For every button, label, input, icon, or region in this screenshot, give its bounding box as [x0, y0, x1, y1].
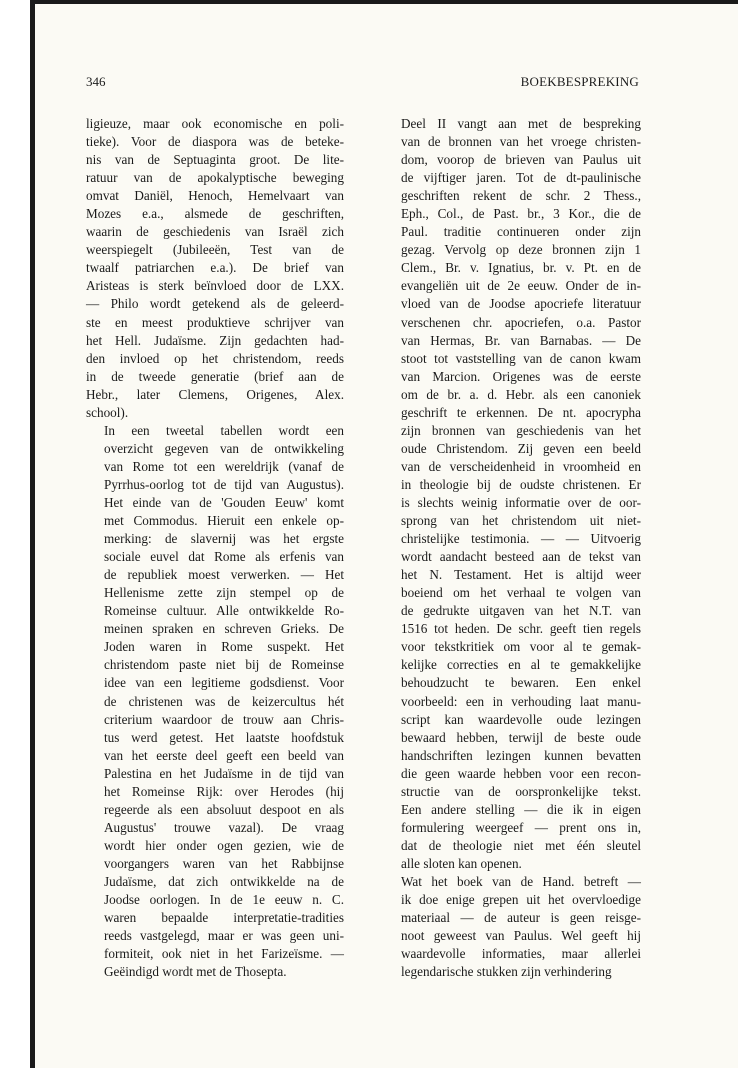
text-line: alle sloten kan openen.: [401, 855, 522, 871]
text-line: Mozes e.a., alsmede de geschriften,: [86, 206, 344, 222]
text-line: zijn bronnen van geschiedenis van het: [401, 422, 641, 438]
text-line: Een andere stelling — die ik in eigen: [401, 801, 641, 817]
text-line: overzicht gegeven van de ontwikkeling: [104, 440, 344, 456]
text-line: ik doe enige grepen uit het overvloedige: [401, 892, 641, 908]
text-line: van Hermas, Br. van Barnabas. — De: [401, 332, 641, 348]
right-paragraph-2: [383, 873, 641, 981]
text-line: Geëindigd wordt met de Thosepta.: [104, 964, 287, 980]
left-paragraph-1: [86, 115, 344, 422]
text-line: criterium waardoor de trouw aan Chris-: [104, 711, 344, 727]
text-line: Eph., Col., de Past. br., 3 Kor., die de: [401, 206, 641, 222]
text-line: wordt aandacht besteed aan de tekst van: [401, 549, 641, 565]
text-line: christendom paste niet bij de Romeinse: [104, 657, 344, 673]
text-line: tus werd getest. Het laatste hoofdstuk: [104, 729, 344, 745]
left-paragraph-2: [86, 422, 344, 981]
running-head: BOEKBESPREKING: [520, 74, 639, 89]
text-line: structie van de oorspronkelijke tekst.: [401, 783, 641, 799]
text-line: reeds vastgelegd, maar er was geen uni-: [104, 928, 344, 944]
text-line: sociale euvel dat Rome als erfenis van: [104, 549, 344, 565]
text-line: idee van een legitieme godsdienst. Voor: [104, 675, 344, 691]
text-line: wordt hier onder ogen gezien, wie de: [104, 837, 344, 853]
text-line: christelijke testimonia. — — Uitvoerig: [401, 531, 641, 547]
text-line: bewaard hebben, terwijl de beste oude: [401, 729, 641, 745]
text-line: script kan waardevolle oude lezingen: [401, 711, 641, 727]
text-line: In een tweetal tabellen wordt een: [104, 422, 344, 438]
text-line: van de bronnen van het vroege christen-: [401, 134, 641, 150]
text-line: behoudzucht te bewaren. Een enkel: [401, 675, 641, 691]
text-line: Deel II vangt aan met de bespreking: [401, 116, 641, 131]
right-paragraph-1: [383, 115, 641, 873]
text-line: van de verscheidenheid in vroomheid en: [401, 458, 641, 474]
text-line: formulering weergeef — prent ons in,: [401, 819, 641, 835]
text-line: Aristeas is sterk beïnvloed door de LXX.: [86, 278, 344, 294]
page-header: [86, 74, 639, 94]
text-line: Wat het boek van de Hand. betreft —: [401, 873, 641, 889]
text-line: Clem., Br. v. Ignatius, br. v. Pt. en de: [401, 260, 641, 276]
text-line: sprong van het christendom uit niet-: [401, 513, 641, 529]
text-line: ste en meest produktieve schrijver van: [86, 314, 344, 330]
text-line: boeiend om het verhaal te volgen van: [401, 585, 641, 601]
text-line: Augustus' trouwe vazal). De vraag: [104, 819, 344, 835]
text-line: formiteit, ook niet in het Farizeïsme. —: [104, 946, 344, 962]
text-line: Hebr., later Clemens, Origenes, Alex.: [86, 386, 344, 402]
text-line: de republiek moest verwerken. — Het: [104, 567, 344, 583]
text-line: Judaïsme, dat zich ontwikkelde na de: [104, 873, 344, 889]
text-line: weerspiegelt (Jubileeën, Test van de: [86, 242, 344, 258]
text-line: meinen spraken en schreven Grieks. De: [104, 621, 344, 637]
text-line: het Romeinse Rijk: over Herodes (hij: [104, 783, 344, 799]
text-line: dat de theologie niet met één sleutel: [401, 837, 641, 853]
right-column: [383, 115, 641, 981]
text-line: die geen waarde hebben voor een recon-: [401, 765, 641, 781]
text-line: de christenen was de keizercultus hét: [104, 693, 344, 709]
text-line: Het einde van de 'Gouden Eeuw' komt: [104, 494, 344, 510]
text-line: het Hell. Judaïsme. Zijn gedachten had-: [86, 332, 344, 348]
text-line: nis van de Septuaginta groot. De lite-: [86, 152, 344, 168]
text-line: waarin de geschiedenis van Israël zich: [86, 224, 344, 240]
text-line: evangeliën uit de 2e eeuw. Onder de in-: [401, 278, 641, 294]
text-line: regeerde als een absoluut despoot en als: [104, 801, 344, 817]
text-line: het N. Testament. Het is altijd weer: [401, 567, 641, 583]
text-line: twaalf patriarchen e.a.). De brief van: [86, 260, 344, 276]
text-line: geschrift te erkennen. De nt. apocrypha: [401, 404, 641, 420]
text-line: ligieuze, maar ook economische en poli-: [86, 116, 344, 131]
text-line: school).: [86, 404, 129, 420]
text-line: van Marcion. Origenes was de eerste: [401, 368, 641, 384]
text-line: om de br. a. d. Hebr. als een canoniek: [401, 386, 641, 402]
text-line: voorbeeld: een in verhouding laat manu-: [401, 693, 641, 709]
text-line: gezag. Vervolg op deze bronnen zijn 1: [401, 242, 641, 258]
text-line: voorgangers waren van het Rabbijnse: [104, 855, 344, 871]
text-line: Paul. traditie continueren onder zijn: [401, 224, 641, 240]
text-line: van het eerste deel geeft een beeld van: [104, 747, 344, 763]
text-line: kelijke correcties en al te gemakkelijke: [401, 657, 641, 673]
text-line: ratuur van de apokalyptische beweging: [86, 170, 344, 186]
text-line: geschriften rekent de schr. 2 Thess.,: [401, 188, 641, 204]
text-line: de gedrukte uitgaven van het N.T. van: [401, 603, 641, 619]
text-line: waardevolle informaties, maar allerlei: [401, 946, 641, 962]
left-column: [86, 115, 344, 981]
text-line: van Rome tot een wereldrijk (vanaf de: [104, 458, 344, 474]
text-line: materiaal — de auteur is geen reisge-: [401, 910, 641, 926]
text-line: stoot tot vaststelling van de canon kwam: [401, 350, 641, 366]
text-line: handschriften lezingen kunnen bevatten: [401, 747, 641, 763]
page-number: 346: [86, 74, 106, 89]
text-line: voor tekstkritiek om voor al te gemak-: [401, 639, 641, 655]
text-line: den invloed op het christendom, reeds: [86, 350, 344, 366]
text-line: Joden waren in Rome suspekt. Het: [104, 639, 344, 655]
text-line: omvat Daniël, Henoch, Hemelvaart van: [86, 188, 344, 204]
text-line: tieke). Voor de diaspora was de beteke-: [86, 134, 344, 150]
text-line: oude Christendom. Zij geven een beeld: [401, 440, 641, 456]
text-line: Pyrrhus-oorlog tot de tijd van Augustus).: [104, 476, 344, 492]
text-line: — Philo wordt getekend als de geleerd-: [86, 296, 344, 312]
text-line: in theologie bij de oudste christenen. Er: [401, 476, 641, 492]
text-line: verschenen chr. apocriefen, o.a. Pastor: [401, 314, 641, 330]
text-line: Hellenisme zette zijn stempel op de: [104, 585, 344, 601]
text-line: legendarische stukken zijn verhindering: [401, 964, 612, 980]
text-line: vloed van de Joodse apocriefe literatuur: [401, 296, 641, 312]
text-line: Palestina en het Judaïsme in de tijd van: [104, 765, 344, 781]
text-line: in de tweede generatie (brief aan de: [86, 368, 344, 384]
text-line: dom, voorop de brieven van Paulus uit: [401, 152, 641, 168]
text-line: waren bepaalde interpretatie-tradities: [104, 910, 344, 926]
text-line: Joodse oorlogen. In de 1e eeuw n. C.: [104, 892, 344, 908]
text-line: is slechts weinig informatie over de oor-: [401, 494, 641, 510]
text-line: de vijftiger jaren. Tot de dt-paulinische: [401, 170, 641, 186]
text-line: noot geweest van Paulus. Wel geeft hij: [401, 928, 641, 944]
text-line: 1516 tot heden. De schr. geeft tien regels: [401, 621, 641, 637]
text-line: merking: de slavernij was het ergste: [104, 531, 344, 547]
text-line: met Commodus. Hieruit een enkele op-: [104, 513, 344, 529]
text-line: Romeinse cultuur. Alle ontwikkelde Ro-: [104, 603, 344, 619]
